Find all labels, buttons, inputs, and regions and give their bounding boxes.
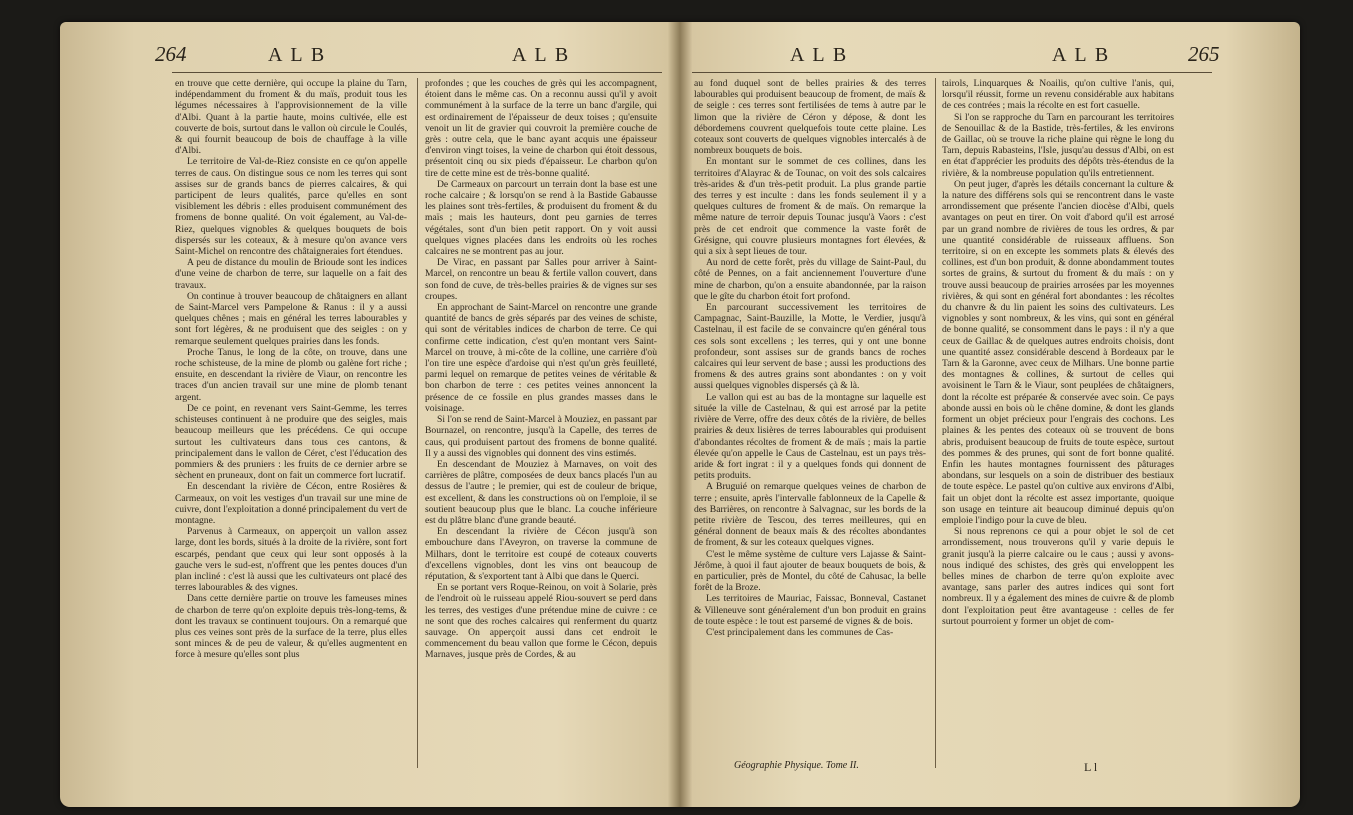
paragraph: Au nord de cette forêt, près du village de Saint-Paul, du côté de Pennes, on a fait anciennement l'ouverture d'une mine de charbon, qu'on a ensuite abandonnée, par la raison que le gîte du charbon étoit fort profond. — [694, 257, 926, 302]
paragraph: Parvenus à Carmeaux, on apperçoit un vallon assez large, dont les bords, situés à la droite de la rivière, sont fort escarpés, pendant que ceux qui leur sont opposés à la gauche vers le sud-est, n'offrent que les pentes douces d'un plan incliné : c'est là aussi que les cultivateurs ont placé des terres labourables & des vignes. — [175, 526, 407, 594]
paragraph: En descendant de Mouziez à Marnaves, on voit des carrières de plâtre, composées de deux bancs placés l'un au dessus de l'autre ; le premier, qui est de couleur de brique, est excellent, & dans les constructions où on l'emploie, il se soutient beaucoup plus que le blanc. La couche inférieure est du plâtre blanc d'une grande beauté. — [425, 458, 657, 526]
page-number-right: 265 — [1188, 42, 1220, 66]
paragraph: En se portant vers Roque-Reinou, on voit à Solarie, près de l'endroit où le ruisseau appelé Riou-souvert se perd dans les terres, des vestiges d'une prétendue mine de cuivre : ce ne sont que des roches calcaires qui renferment du quartz sauvage. On apperçoit aussi dans cet endroit le commencement du beau vallon que forme le Cécon, depuis Marnaves, jusque près de Cordes, & au — [425, 582, 657, 661]
running-head-right-col1: A L B — [790, 44, 849, 66]
paragraph: De Carmeaux on parcourt un terrain dont la base est une roche calcaire ; & lorsqu'on se rend à la Bastide Gabausse les plaines sont très-fertiles, & produisent du froment & du maïs ; mais les hauteurs, dont peu garnies de terres végétales, sont d'un bien petit rapport. On y voit aussi quelques vignes placées dans les endroits où les roches calcaires ne se montrent pas au jour. — [425, 178, 657, 258]
footer-title: Géographie Physique. Tome II. — [734, 760, 859, 771]
paragraph: Dans cette dernière partie on trouve les fameuses mines de charbon de terre qu'on exploite depuis très-long-tems, & dont les travaux se continuent toujours. On a remarqué que plus ces veines sont près de la surface de la terre, plus elles sont minces & de peu de valeur, & qu'elles augmentent en force à mesure qu'elles sont plus — [175, 593, 407, 661]
paragraph: A Bruguié on remarque quelques veines de charbon de terre ; ensuite, après l'intervalle fablonneux de la Capelle & des Barrières, on rencontre à Salvagnac, sur les bords de la petite rivière de Tescou, des terres meilleures, qui en général donnent de beaux maïs & des récoltes abondantes de froment, & sur les coteaux quelques vignes. — [694, 481, 926, 549]
left-column-1 — [175, 78, 407, 778]
running-head-left-col1: A L B — [268, 44, 327, 66]
paragraph: Si l'on se rapproche du Tarn en parcourant les territoires de Senouillac & de la Bastide, très-fertiles, & les environs de Gaillac, où se trouve la riche plaine qui règne le long du Tarn, depuis Rabasteins, l'Isle, jusqu'au dessus d'Albi, on est en état d'apprécier les produits des dépôts très-étendus de la rivière, & la nombreuse population qu'ils entretiennent. — [942, 111, 1174, 179]
header-rule-left — [172, 72, 662, 73]
paragraph: Le territoire de Val-de-Riez consiste en ce qu'on appelle terres de caus. On distingue sous ce nom les terres qui sont assises sur de grands bancs de pierres calcaires, & qui participent de leurs qualités, parce qu'elles en sont visiblement les débris : elles produisent communément des fromens de bonne qualité. On voit également, au Val-de-Riez, quelques vignobles & quelques bouquets de bois dispersés sur les coteaux, & à mesure qu'on avance vers Saint-Michel on rencontre des châtaigneraies fort étendues. — [175, 156, 407, 258]
paragraph: En descendant la rivière de Cécon, entre Rosières & Carmeaux, on voit les vestiges d'un travail sur une mine de cuivre, dont l'exploitation a donné principalement du vert de montagne. — [175, 481, 407, 526]
right-column-2 — [942, 78, 1174, 746]
paragraph: De ce point, en revenant vers Saint-Gemme, les terres schisteuses continuent à ne produire que des seigles, mais beaucoup meilleurs que les précédens. Ce qui occupe surtout les cultivateurs dans tous ces cantons, & principalement dans le vallon de Céret, c'est l'éducation des pommiers & des pruniers : les fruits de ce dernier arbre se sèchent en pruneaux, dont on fait un commerce fort lucratif. — [175, 402, 407, 482]
column-divider-right — [935, 78, 936, 768]
paragraph: En montant sur le sommet de ces collines, dans les territoires d'Alayrac & de Tounac, on voit des sols calcaires très-arides & d'un très-petit produit. La plus grande partie des terres y est inculte : dans les fonds seulement il y a quelques cultures de froment & de maïs. On remarque la même nature de terroir depuis Tounac jusqu'à Vaors : c'est près de cet endroit que commence la vaste forêt de Grésigne, qui couvre plusieurs montagnes fort élevées, & qui a six à sept lieues de tour. — [694, 156, 926, 258]
paragraph: Proche Tanus, le long de la côte, on trouve, dans une roche schisteuse, de la mine de plomb ou galène fort riche ; ensuite, en descendant la rivière de Viaur, on rencontre les traces d'un ancien travail sur une mine de plomb tenant argent. — [175, 346, 407, 403]
paragraph: profondes ; que les couches de grès qui les accompagnent, étoient dans le même cas. On a reconnu aussi qu'il y avoit communément à la surface de la terre un banc d'argile, qui est ordinairement de l'épaisseur de deux toises ; qu'ensuite venoit un lit de gravier qui couvroit la première couche de grès : outre cela, que le banc ayant acquis une épaisseur d'environ vingt toises, la veine de charbon qui étoit dessous, présentoit cinq ou six pieds d'épaisseur. Le charbon qu'on tire de cette mine est de très-bonne qualité. — [425, 78, 657, 179]
paragraph: Le vallon qui est au bas de la montagne sur laquelle est située la ville de Castelnau, & qui est arrosé par la petite rivière de Verre, offre des deux côtés de la rivière, de belles prairies & deux lisières de terres labourables qui produisent d'abondantes récoltes de froment & de maïs ; mais la partie élevée qu'on appelle le Caus de Castelnau, est un pays très-aride & fort ingrat : il y a quelques fonds qui donnent de petits produits. — [694, 391, 926, 482]
paragraph: C'est principalement dans les communes de Cas- — [706, 626, 894, 638]
signature-mark: L l — [1084, 760, 1098, 774]
paragraph: Si l'on se rend de Saint-Marcel à Mouziez, en passant par Bournazel, on rencontre, jusqu'à la Capelle, des terres de caus, qui produisent partout des fromens de bonne qualité. Il y a aussi des vignobles qui donnent des vins estimés. — [425, 414, 657, 459]
running-head-left-col2: A L B — [512, 44, 571, 66]
right-page — [680, 22, 1300, 807]
paragraph: De Virac, en passant par Salles pour arriver à Saint-Marcel, on rencontre un beau & fertile vallon couvert, dans son fond de cuve, de très-belles prairies & de vignes sur ses croupes. — [425, 257, 657, 302]
paragraph: On peut juger, d'après les détails concernant la culture & la nature des différens sols qui se rencontrent dans le vaste arrondissement que présente l'ancien diocèse d'Albi, quels avantages on peut en tirer. On voit d'abord qu'il est arrosé par un grand nombre de rivières de tous les ordres, & par une quantité considérable de ruisseaux affluens. Son territoire, si on en excepte les sommets plats & élevés des collines, est d'un bon produit, & donne abondamment toutes sortes de grains, & surtout du froment & du maïs : on y trouve aussi beaucoup de prairies arrosées par les moyennes rivières, & qui sont en général fort abondantes : les récoltes du chanvre & du lin paient les soins des cultivateurs. Les vignobles y sont nombreux, & les vins, qui sont en général de bonne qualité, se consomment dans le pays : il n'y a que ceux de Gaillac & de quelques autres endroits choisis, dont une quantité assez considérable descend à Bordeaux par le Tarn & la Garonne, avec ceux de Milhars. Une bonne partie des montagnes & collines, & surtout de celles qui avoisinent le Tarn & le Viaur, sont peuplées de châtaigners, dont la récolte est préparée & conservée avec soin. Ce pays abonde aussi en bois où le chêne domine, & dont les glands forment un objet précieux pour l'engrais des cochons. Les plaines & les pentes des coteaux où se trouvent de bons abris, produisent beaucoup de fruits de toute espèce, surtout des pommes & des prunes, qui sont de fort bonne qualité. Enfin les hautes montagnes fournissent des pâturages abondans, sur lesquels on a soin de distribuer des bestiaux de toute espèce. Le pastel qu'on cultive aux environs d'Albi, fait un objet dont la récolte est assez importante, quoique son usage en teinture ait beaucoup diminué depuis qu'on emploie l'indigo pour la cuve de bleu. — [942, 178, 1174, 526]
paragraph: Si nous reprenons ce qui a pour objet le sol de cet arrondissement, nous trouverons qu'il y varie depuis le granit jusqu'à la pierre calcaire ou le caus ; aussi y avons-nous indiqué des schistes, des grès qui enveloppent les belles mines de charbon de terre qu'on exploite avec avantage, sans parler des autres indices qui sont fort nombreux. Il y a également des mines de cuivre & de plomb dont l'exploitation peut être avantageuse : celles de fer surtout pourroient y former un objet de com- — [942, 526, 1174, 627]
paragraph: au fond duquel sont de belles prairies & des terres labourables qui produisent beaucoup de froment, de maïs & de seigle : ces terres sont fertilisées de tems à autre par le limon que la rivière de Céron y dépose, & dont les débordemens couvrent quelquefois toute cette plaine. Les coteaux sont couverts de quelques vignobles intercalés à de nombreux bouquets de bois. — [694, 78, 926, 157]
left-column-2 — [425, 78, 657, 778]
page-number-left: 264 — [155, 42, 187, 66]
paragraph: En parcourant successivement les territoires de Campagnac, Saint-Bauzille, la Motte, le Verdier, jusqu'à Castelnau, il est facile de se convaincre qu'en général tous ces sols sont excellens ; les terres, qui y ont une bonne profondeur, sont assises sur de grands bancs de roches calcaires qui leur servent de base ; aussi les productions des fromens & des autres grains sont abondantes : on y voit aussi quelques vignobles dispersés çà & là. — [694, 302, 926, 392]
column-divider-left — [417, 78, 418, 768]
paragraph: C'est le même système de culture vers Lajasse & Saint-Jérôme, à quoi il faut ajouter de beaux bouquets de bois, & en particulier, près de Montel, du côté de Cahusac, la belle forêt de la Broze. — [694, 548, 926, 594]
paragraph: A peu de distance du moulin de Brioude sont les indices d'une veine de charbon de terre, sur laquelle on a fait des travaux. — [175, 257, 407, 291]
header-rule-right — [692, 72, 1212, 73]
paragraph: Les territoires de Mauriac, Faissac, Bonneval, Castanet & Villeneuve sont généralement d'un bon produit en grains de toute espèce : le tout est parsemé de vignes & de bois. — [694, 593, 926, 627]
book-spread — [60, 22, 1300, 807]
right-column-1 — [694, 78, 926, 728]
paragraph: En descendant la rivière de Cécon jusqu'à son embouchure dans l'Aveyron, on traverse la commune de Milhars, dont le territoire est coupé de coteaux couverts d'excellens vignobles, dont les vins ont beaucoup de réputation, & s'exportent tant à Albi que dans le Querci. — [425, 526, 657, 582]
left-page — [60, 22, 680, 807]
paragraph: en trouve que cette dernière, qui occupe la plaine du Tarn, indépendamment du froment & du maïs, produit tous les légumes nécessaires à l'approvisionnement de la ville d'Albi. Quant à la partie haute, moins cultivée, elle est couverte de bois, surtout dans le vallon où circule le Coulés, & qui fournit beaucoup de bois de chauffage à la ville d'Albi. — [175, 78, 407, 157]
paragraph: En approchant de Saint-Marcel on rencontre une grande quantité de bancs de grès séparés par des veines de schiste, qui sont de véritables indices de charbon de terre. Ce qui confirme cette indication, c'est qu'en montant vers Saint-Marcel on trouve, à mi-côte de la colline, une carrière d'où l'on tire une espèce d'ardoise qui n'est qu'un grès feuilleté, parmi lequel on remarque de petites veines de véritable & bon charbon de terre : ces petites veines annoncent la présence de ce fossile en plus grandes masses dans le voisinage. — [425, 302, 657, 414]
paragraph: On continue à trouver beaucoup de châtaigners en allant de Saint-Marcel vers Pampelone & Ranus : il y a aussi quelques chênes ; mais en général les terres labourables y sont fort légères, & ne produisent que des seigles : on y remarque seulement quelques prairies dans les fonds. — [175, 290, 407, 347]
paragraph: tairols, Linquarques & Noailis, qu'on cultive l'anis, qui, lorsqu'il réussit, forme un revenu considérable aux habitans de ces contrées ; mais la récolte en est fort casuelle. — [942, 78, 1174, 112]
running-head-right-col2: A L B — [1052, 44, 1111, 66]
